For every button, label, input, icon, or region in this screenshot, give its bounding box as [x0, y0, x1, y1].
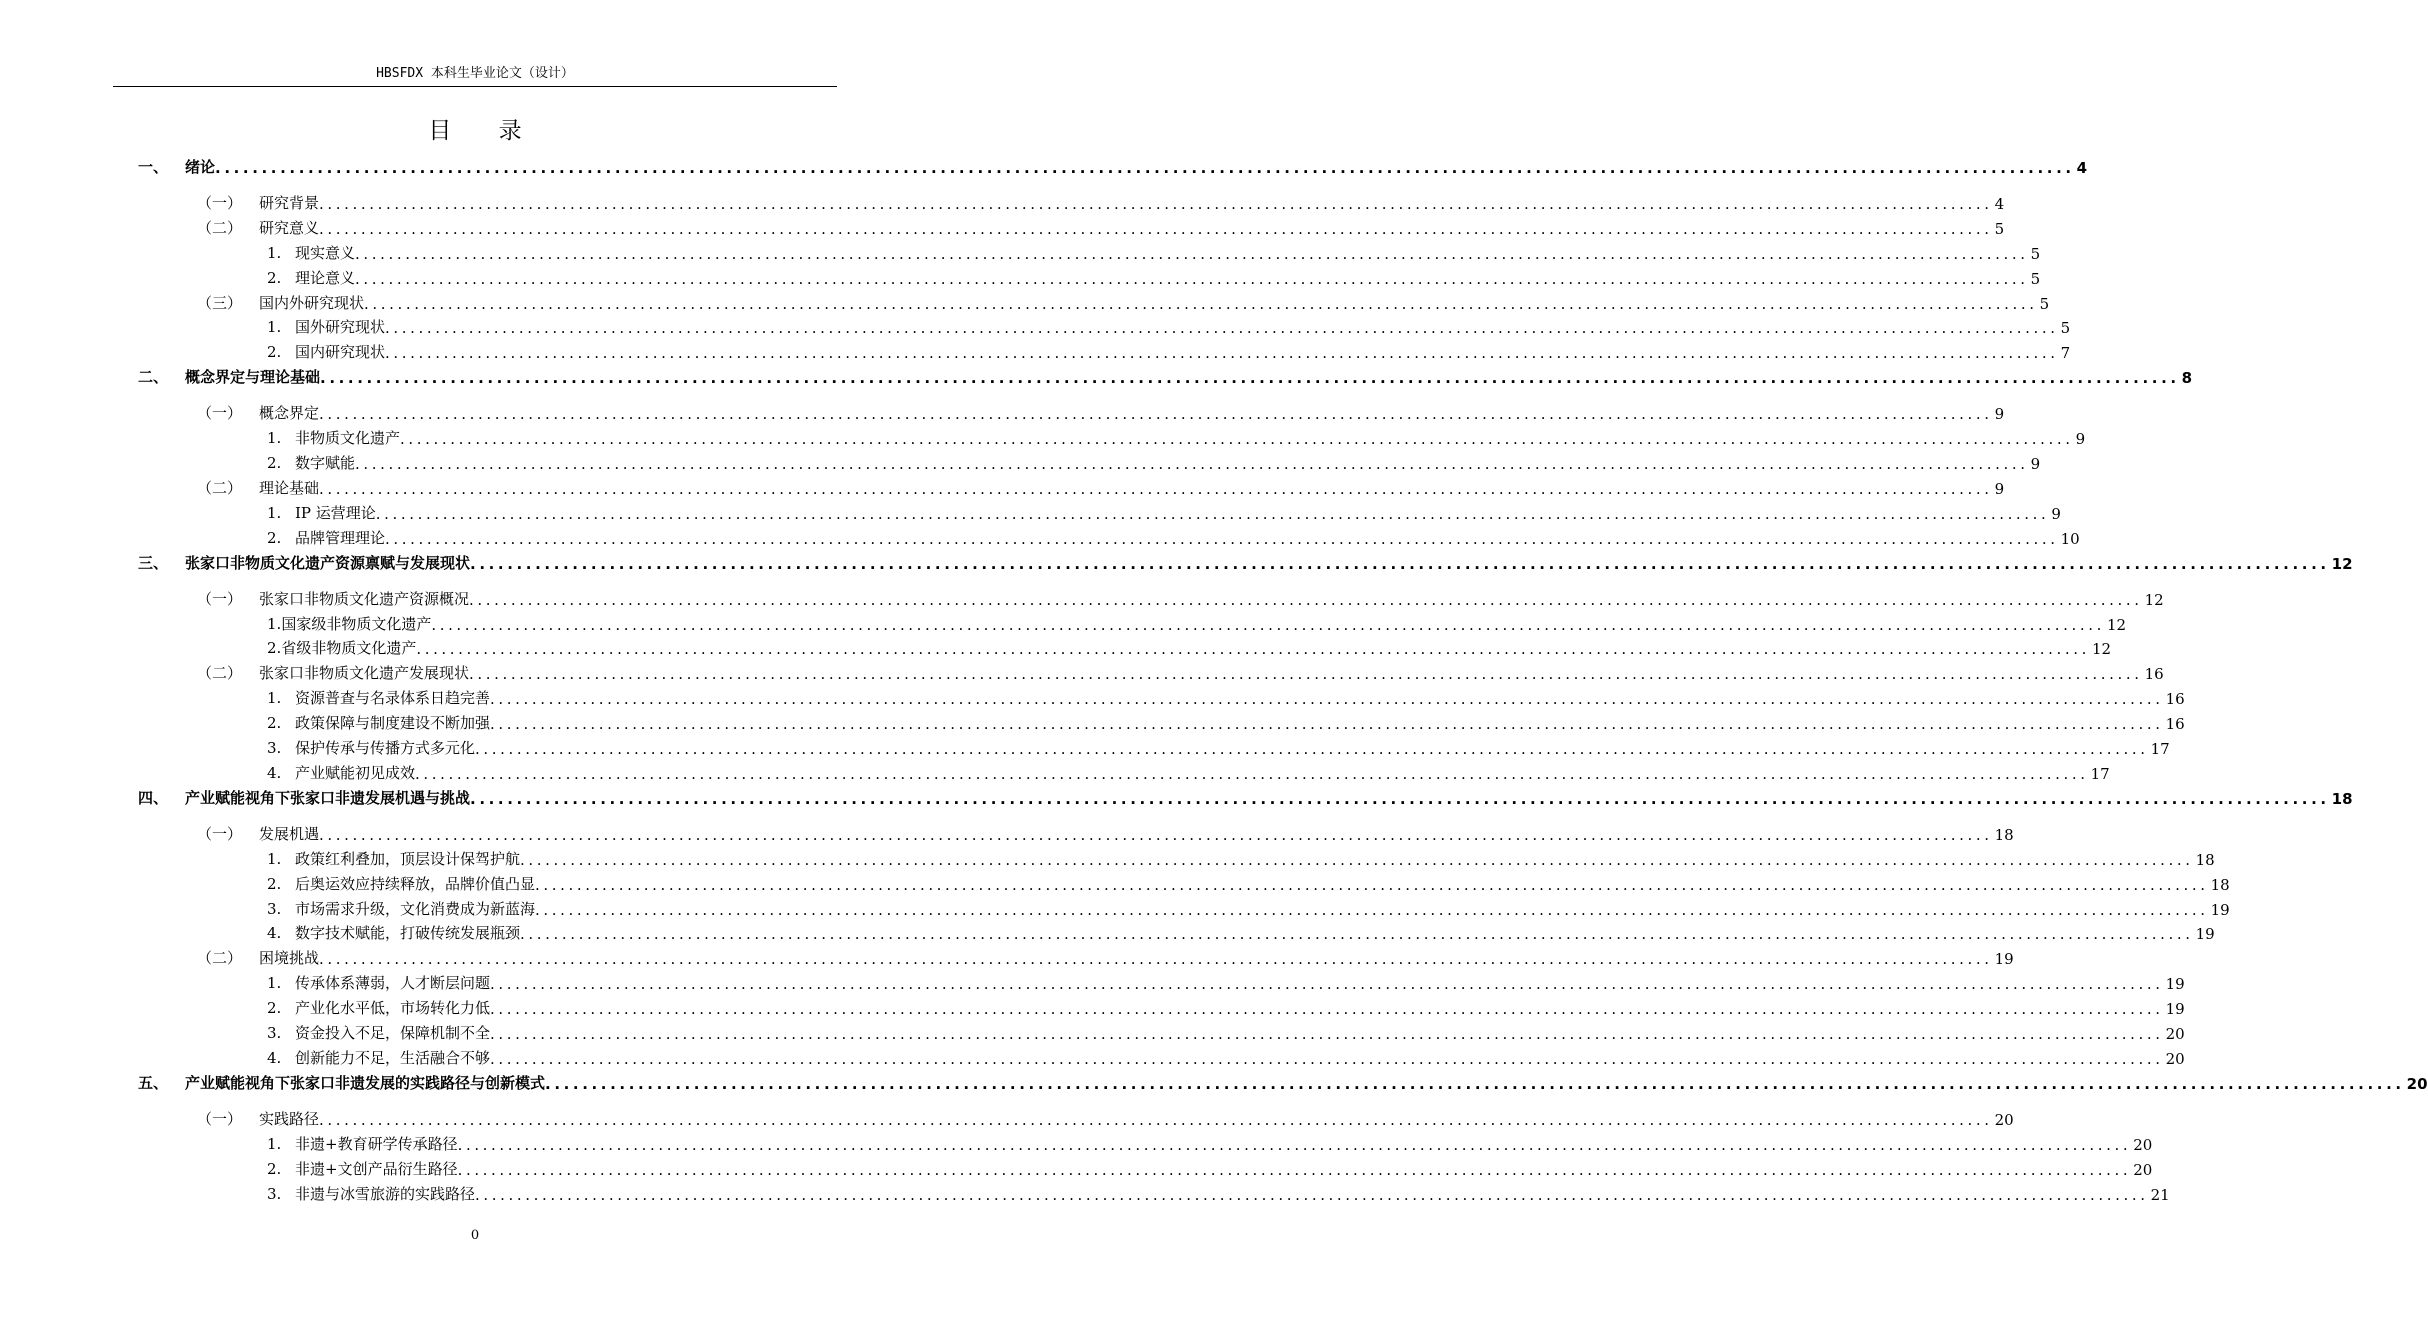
toc-entry-label	[138, 787, 470, 808]
toc-entry-number: 3.	[267, 1185, 282, 1203]
toc-entry[interactable]	[197, 822, 2014, 844]
toc-leader-dots: ........................................................................................................................................................................................................	[535, 901, 2209, 919]
toc-entry[interactable]	[267, 1157, 2153, 1179]
toc-entry-text: 理论基础	[259, 479, 320, 497]
toc-entry[interactable]	[267, 711, 2185, 733]
toc-entry-label	[267, 922, 520, 943]
toc-leader-dots: ........................................................................................................................................................................................................	[490, 975, 2164, 993]
toc-entry-number: 1.	[267, 244, 282, 262]
toc-entry-page: 19	[2210, 901, 2230, 919]
toc-entry-number: 1.	[267, 1135, 282, 1153]
toc-entry-page: 5	[2030, 270, 2041, 288]
toc-entry-label	[267, 848, 520, 869]
toc-entry-page: 19	[2165, 975, 2185, 993]
toc-entry-page: 17	[2150, 740, 2170, 758]
toc-leader-dots: ........................................................................................................................................................................................................	[385, 344, 2059, 362]
toc-entry-page: 9	[2075, 430, 2086, 448]
toc-entry-page: 20	[2133, 1136, 2153, 1154]
toc-entry-number: 三、	[138, 554, 169, 572]
toc-entry-page: 19	[2165, 1000, 2185, 1018]
toc-leader-dots: ........................................................................................................................................................................................................	[457, 1161, 2132, 1179]
toc-leader-dots: ........................................................................................................................................................................................................	[470, 790, 2330, 808]
toc-entry-page: 18	[1994, 826, 2014, 844]
toc-entry-label	[197, 477, 319, 498]
toc-entry-label	[267, 452, 355, 473]
toc-entry-text: 发展机遇	[259, 825, 320, 843]
toc-entry-text: 研究意义	[259, 219, 320, 237]
toc-entry[interactable]	[267, 1046, 2185, 1068]
toc-entry[interactable]	[138, 551, 2353, 573]
toc-entry-label	[267, 1158, 458, 1179]
toc-entry-text: 创新能力不足，生活融合不够	[295, 1049, 491, 1067]
toc-leader-dots: ........................................................................................................................................................................................................	[490, 1000, 2164, 1018]
toc-entry[interactable]	[267, 847, 2215, 869]
toc-entry[interactable]	[267, 451, 2041, 473]
toc-entry-page: 9	[2030, 455, 2041, 473]
toc-entry-page: 8	[2181, 369, 2193, 387]
toc-entry-number: 2.	[267, 639, 282, 657]
toc-entry-number: 2.	[267, 875, 282, 893]
toc-entry-text: 数字赋能	[295, 454, 356, 472]
toc-entry-label	[138, 1072, 545, 1093]
toc-entry-page: 17	[2090, 765, 2110, 783]
toc-entry-text: 品牌管理理论	[295, 529, 386, 547]
toc-entry-label	[197, 402, 319, 423]
toc-entry-label	[267, 972, 490, 993]
toc-entry-label	[267, 502, 376, 523]
toc-entry-text: IP 运营理论	[295, 504, 376, 522]
toc-entry-number: 3.	[267, 900, 282, 918]
toc-entry-number: 1.	[267, 689, 282, 707]
toc-entry-number: 2.	[267, 529, 282, 547]
page-number: 0	[470, 1228, 480, 1243]
toc-entry-number: 2.	[267, 269, 282, 287]
toc-entry-text: 张家口非物质文化遗产资源禀赋与发展现状	[185, 554, 471, 572]
toc-entry-text: 国家级非物质文化遗产	[281, 615, 432, 633]
toc-entry-label	[267, 1022, 490, 1043]
toc-entry-text: 产业赋能视角下张家口非遗发展机遇与挑战	[185, 789, 471, 807]
toc-entry[interactable]	[197, 476, 2005, 498]
toc-entry-page: 20	[2406, 1075, 2428, 1093]
toc-leader-dots: ........................................................................................................................................................................................................	[490, 690, 2164, 708]
toc-leader-dots: ........................................................................................................................................................................................................	[215, 159, 2075, 177]
toc-entry[interactable]	[138, 365, 2193, 387]
toc-entry-label	[138, 366, 320, 387]
toc-entry[interactable]	[267, 996, 2185, 1018]
toc-entry[interactable]	[267, 921, 2215, 943]
toc-leader-dots: ........................................................................................................................................................................................................	[385, 319, 2059, 337]
toc-entry[interactable]	[267, 897, 2230, 919]
toc-entry-label	[267, 527, 385, 548]
toc-entry-page: 5	[2039, 295, 2050, 313]
toc-leader-dots: ........................................................................................................................................................................................................	[355, 270, 2029, 288]
toc-leader-dots: ........................................................................................................................................................................................................	[520, 925, 2194, 943]
toc-entry-page: 18	[2210, 876, 2230, 894]
toc-entry-page: 19	[1994, 950, 2014, 968]
toc-leader-dots: ........................................................................................................................................................................................................	[416, 640, 2090, 658]
toc-entry-number: 3.	[267, 739, 282, 757]
toc-entry-label	[197, 1108, 319, 1129]
toc-entry-page: 12	[2091, 640, 2112, 658]
toc-entry-number: （一）	[197, 825, 243, 843]
toc-entry-number: 2.	[267, 454, 282, 472]
toc-entry-page: 4	[1994, 195, 2005, 213]
toc-entry-text: 产业赋能视角下张家口非遗发展的实践路径与创新模式	[185, 1074, 546, 1092]
toc-entry-page: 7	[2060, 344, 2071, 362]
toc-leader-dots: ........................................................................................................................................................................................................	[457, 1136, 2132, 1154]
toc-leader-dots: ........................................................................................................................................................................................................	[475, 1186, 2149, 1204]
toc-entry-page: 18	[2331, 790, 2353, 808]
toc-entry-page: 5	[2060, 319, 2071, 337]
toc-entry-number: 1.	[267, 504, 282, 522]
toc-entry-number: （一）	[197, 404, 243, 422]
toc-entry[interactable]	[138, 1071, 2428, 1093]
toc-entry-number: 五、	[138, 1074, 169, 1092]
toc-entry-number: （一）	[197, 1110, 243, 1128]
toc-entry-label	[267, 997, 490, 1018]
toc-entry-text: 后奥运效应持续释放，品牌价值凸显	[295, 875, 536, 893]
toc-entry-label	[267, 687, 490, 708]
toc-entry-number: 1.	[267, 850, 282, 868]
toc-entry[interactable]	[197, 1107, 2014, 1129]
toc-entry-page: 4	[2076, 159, 2088, 177]
toc-entry-number: 2.	[267, 714, 282, 732]
toc-entry-page: 20	[1994, 1111, 2014, 1129]
toc-entry-number: 3.	[267, 1024, 282, 1042]
toc-leader-dots: ........................................................................................................................................................................................................	[385, 530, 2059, 548]
toc-entry-label	[267, 1047, 490, 1068]
toc-entry[interactable]	[197, 661, 2164, 683]
toc-entry-text: 产业赋能初见成效	[295, 764, 416, 782]
toc-entry[interactable]	[267, 612, 2127, 634]
toc-entry-page: 10	[2060, 530, 2080, 548]
toc-entry-text: 数字技术赋能，打破传统发展瓶颈	[295, 924, 521, 942]
toc-entry-text: 省级非物质文化遗产	[281, 639, 417, 657]
toc-entry-text: 非遗+教育研学传承路径	[295, 1135, 458, 1153]
toc-entry-page: 21	[2150, 1186, 2170, 1204]
toc-leader-dots: ........................................................................................................................................................................................................	[490, 1050, 2164, 1068]
toc-entry-text: 非遗+文创产品衍生路径	[295, 1160, 458, 1178]
toc-leader-dots: ........................................................................................................................................................................................................	[431, 616, 2105, 634]
toc-entry-number: （二）	[197, 479, 243, 497]
toc-entry-number: 二、	[138, 368, 169, 386]
toc-entry-number: 2.	[267, 343, 282, 361]
toc-entry-label	[267, 873, 535, 894]
toc-entry-label	[267, 242, 355, 263]
toc-entry-page: 5	[2030, 245, 2041, 263]
toc-entry-text: 概念界定与理论基础	[185, 368, 321, 386]
toc-entry-text: 张家口非物质文化遗产资源概况	[259, 590, 470, 608]
toc-entry-number: 1.	[267, 318, 282, 336]
toc-entry-page: 9	[2051, 505, 2061, 523]
toc-leader-dots: ........................................................................................................................................................................................................	[469, 591, 2143, 609]
toc-leader-dots: ........................................................................................................................................................................................................	[319, 826, 1993, 844]
toc-entry-label	[267, 427, 400, 448]
toc-entry[interactable]	[197, 291, 2050, 313]
toc-leader-dots: ........................................................................................................................................................................................................	[415, 765, 2089, 783]
toc-entry-label	[267, 1133, 458, 1154]
toc-entry[interactable]	[197, 401, 2005, 423]
toc-entry-text: 困境挑战	[259, 949, 320, 967]
toc-entry-text: 政策保障与制度建设不断加强	[295, 714, 491, 732]
toc-entry-page: 5	[1994, 220, 2005, 238]
toc-entry-page: 9	[1994, 480, 2005, 498]
toc-entry-label	[267, 341, 385, 362]
toc-leader-dots: ........................................................................................................................................................................................................	[475, 740, 2149, 758]
running-header: HBSFDX 本科生毕业论文（设计）	[113, 64, 837, 87]
toc-entry-page: 16	[2165, 690, 2185, 708]
toc-entry[interactable]	[267, 1132, 2153, 1154]
toc-entry-text: 张家口非物质文化遗产发展现状	[259, 664, 470, 682]
toc-entry-text: 理论意义	[295, 269, 356, 287]
toc-entry[interactable]	[267, 241, 2041, 263]
toc-entry[interactable]	[267, 686, 2185, 708]
toc-entry-label	[267, 637, 416, 658]
toc-entry[interactable]	[267, 1182, 2170, 1204]
toc-entry-label	[197, 217, 319, 238]
toc-entry-label	[267, 316, 385, 337]
toc-leader-dots: ........................................................................................................................................................................................................	[469, 665, 2143, 683]
toc-entry[interactable]	[138, 786, 2353, 808]
toc-entry-number: （三）	[197, 294, 243, 312]
toc-entry-page: 20	[2165, 1025, 2185, 1043]
toc-entry-label	[138, 552, 470, 573]
toc-leader-dots: ........................................................................................................................................................................................................	[535, 876, 2209, 894]
toc-entry-page: 20	[2133, 1161, 2153, 1179]
toc-entry-number: 一、	[138, 158, 169, 176]
toc-entry-label	[267, 267, 355, 288]
toc-entry[interactable]	[267, 636, 2112, 658]
toc-entry-text: 政策红利叠加，顶层设计保驾护航	[295, 850, 521, 868]
toc-entry-text: 资金投入不足，保障机制不全	[295, 1024, 491, 1042]
toc-entry-text: 概念界定	[259, 404, 320, 422]
toc-entry-number: 4.	[267, 764, 282, 782]
toc-leader-dots: ........................................................................................................................................................................................................	[319, 950, 1993, 968]
toc-entry-text: 绪论	[185, 158, 216, 176]
toc-entry[interactable]	[267, 266, 2041, 288]
toc-entry-text: 产业化水平低，市场转化力低	[295, 999, 491, 1017]
toc-entry-page: 19	[2195, 925, 2215, 943]
toc-entry-number: （一）	[197, 194, 243, 212]
toc-entry-number: 4.	[267, 1049, 282, 1067]
toc-entry-text: 传承体系薄弱，人才断层问题	[295, 974, 491, 992]
toc-entry-label	[197, 823, 319, 844]
toc-leader-dots: ........................................................................................................................................................................................................	[319, 195, 1993, 213]
toc-entry[interactable]	[267, 426, 2086, 448]
toc-entry-label	[138, 156, 215, 177]
toc-entry-label	[197, 947, 319, 968]
toc-entry-text: 实践路径	[259, 1110, 320, 1128]
toc-entry-text: 研究背景	[259, 194, 320, 212]
toc-leader-dots: ........................................................................................................................................................................................................	[520, 851, 2194, 869]
toc-entry[interactable]	[197, 946, 2014, 968]
toc-leader-dots: ........................................................................................................................................................................................................	[490, 715, 2164, 733]
toc-entry[interactable]	[267, 526, 2080, 548]
toc-entry-page: 18	[2195, 851, 2215, 869]
toc-entry[interactable]	[267, 736, 2170, 758]
toc-entry[interactable]	[267, 1021, 2185, 1043]
toc-entry-text: 国内研究现状	[295, 343, 386, 361]
toc-entry-label	[197, 588, 469, 609]
toc-entry-label	[197, 662, 469, 683]
toc-entry-page: 12	[2144, 591, 2164, 609]
toc-entry-page: 9	[1994, 405, 2005, 423]
toc-entry-label	[267, 613, 431, 634]
toc-entry[interactable]	[138, 155, 2088, 177]
toc-leader-dots: ........................................................................................................................................................................................................	[319, 405, 1993, 423]
toc-entry-number: 2.	[267, 1160, 282, 1178]
toc-entry[interactable]	[197, 191, 2005, 213]
toc-entry-label	[197, 292, 364, 313]
toc-entry-number: 2.	[267, 999, 282, 1017]
toc-entry-text: 国外研究现状	[295, 318, 386, 336]
toc-entry-text: 保护传承与传播方式多元化	[295, 739, 476, 757]
toc-entry-number: 4.	[267, 924, 282, 942]
toc-entry-text: 非物质文化遗产	[295, 429, 401, 447]
toc-entry[interactable]	[267, 315, 2071, 337]
toc-leader-dots: ........................................................................................................................................................................................................	[490, 1025, 2164, 1043]
toc-leader-dots: ........................................................................................................................................................................................................	[400, 430, 2074, 448]
toc-entry-text: 现实意义	[295, 244, 356, 262]
toc-leader-dots: ........................................................................................................................................................................................................	[355, 245, 2029, 263]
toc-entry-number: 1.	[267, 974, 282, 992]
toc-entry-label	[197, 192, 319, 213]
toc-leader-dots: ........................................................................................................................................................................................................	[319, 480, 1993, 498]
toc-entry-number: （二）	[197, 664, 243, 682]
toc-entry[interactable]	[267, 501, 2061, 523]
toc-entry-number: （一）	[197, 590, 243, 608]
toc-entry-text: 市场需求升级，文化消费成为新蓝海	[295, 900, 536, 918]
toc-entry-text: 国内外研究现状	[259, 294, 365, 312]
toc-entry[interactable]	[267, 340, 2071, 362]
toc-entry-page: 16	[2144, 665, 2164, 683]
toc-entry-number: 1.	[267, 615, 282, 633]
toc-entry-page: 12	[2331, 555, 2353, 573]
toc-entry[interactable]	[197, 587, 2164, 609]
toc-leader-dots: ........................................................................................................................................................................................................	[470, 555, 2330, 573]
toc-leader-dots: ........................................................................................................................................................................................................	[355, 455, 2029, 473]
toc-entry-label	[267, 1183, 475, 1204]
toc-entry-number: 四、	[138, 789, 169, 807]
toc-title: 目 录	[428, 118, 542, 144]
toc-entry-number: （二）	[197, 219, 243, 237]
toc-leader-dots: ........................................................................................................................................................................................................	[364, 295, 2038, 313]
toc-entry[interactable]	[267, 761, 2110, 783]
toc-entry[interactable]	[197, 216, 2005, 238]
toc-leader-dots: ........................................................................................................................................................................................................	[319, 220, 1993, 238]
toc-entry-page: 12	[2106, 616, 2127, 634]
toc-entry-label	[267, 737, 475, 758]
toc-entry-label	[267, 762, 415, 783]
toc-entry[interactable]	[267, 872, 2230, 894]
toc-leader-dots: ........................................................................................................................................................................................................	[319, 1111, 1993, 1129]
toc-entry-number: （二）	[197, 949, 243, 967]
toc-leader-dots: ........................................................................................................................................................................................................	[375, 505, 2050, 523]
toc-entry-text: 非遗与冰雪旅游的实践路径	[295, 1185, 476, 1203]
toc-entry-page: 16	[2165, 715, 2185, 733]
toc-entry[interactable]	[267, 971, 2185, 993]
toc-leader-dots: ........................................................................................................................................................................................................	[320, 369, 2180, 387]
toc-entry-label	[267, 712, 490, 733]
toc-leader-dots: ........................................................................................................................................................................................................	[545, 1075, 2405, 1093]
toc-entry-page: 20	[2165, 1050, 2185, 1068]
toc-entry-text: 资源普查与名录体系日趋完善	[295, 689, 491, 707]
toc-entry-label	[267, 898, 535, 919]
toc-entry-number: 1.	[267, 429, 282, 447]
